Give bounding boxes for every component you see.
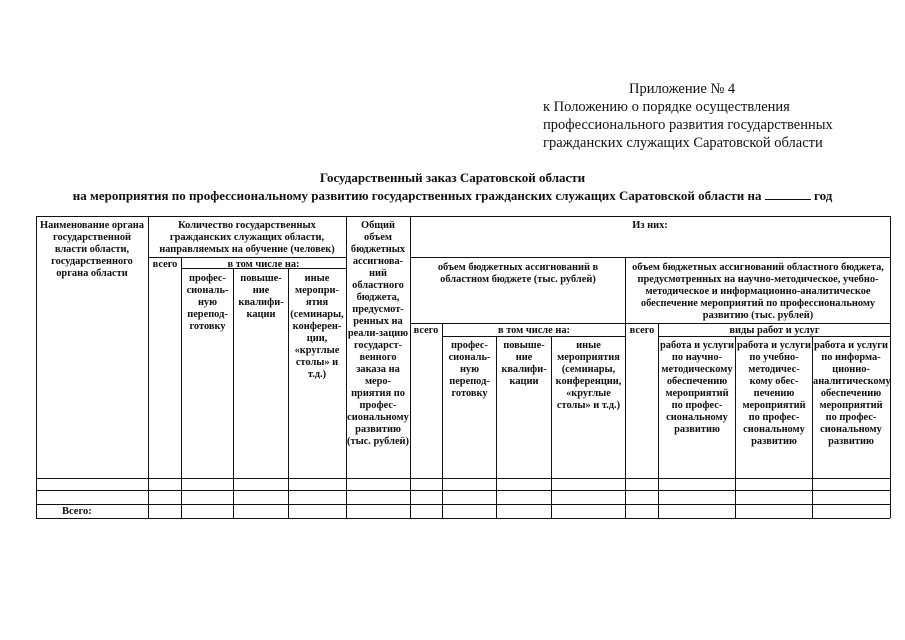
col-total-budget-header: Общий объем бюджетных ассигнова-ний областного бюджета, предусмот-ренных на реали-зацию государст-венного заказа на меро-приятия по профес-сиональному развитию (тыс. рублей) <box>347 220 410 447</box>
budget-prof-header: профес-сиональ-ную перепод-готовку <box>448 340 491 399</box>
support-total-header: всего <box>629 325 655 336</box>
subtitle-text: на мероприятия по профессиональному развитию государственных гражданских служащих Саратовской области на <box>72 188 762 203</box>
appendix-line-3: гражданских служащих Саратовской области <box>543 135 823 151</box>
budget-incl-header: в том числе на: <box>498 325 570 336</box>
support-sci-header: работа и услуги по научно-методическому обеспечению мероприятий по профес-сиональному развитию <box>660 340 734 435</box>
col-org-header: Наименование органа государственной власти области, государственного органа области <box>40 220 144 279</box>
support-kinds-header: виды работ и услуг <box>729 325 820 336</box>
count-incl-header: в том числе на: <box>227 259 300 270</box>
appendix-line-1: к Положению о порядке осуществления <box>543 99 790 115</box>
budget-total-header: всего <box>413 325 439 336</box>
appendix-number: Приложение № 4 <box>629 81 736 97</box>
total-row-label: Всего: <box>62 506 92 517</box>
budget-other-header: иные мероприятия (семинары, конференции, «круглые столы» и т.д.) <box>555 340 622 411</box>
count-prof-header: профес-сиональ-ную перепод-готовку <box>186 273 229 332</box>
count-total-header: всего <box>152 259 178 270</box>
support-edu-header: работа и услуги по учебно-методичес-кому обес-печению мероприятий по профес-сиональному развитию <box>737 340 811 447</box>
subtitle-year-word: год <box>813 188 833 203</box>
count-qual-header: повыше-ние квалифи-кации <box>238 273 284 320</box>
budget-group-header: объем бюджетных ассигнований в областном бюджете (тыс. рублей) <box>437 262 599 285</box>
count-other-header: иные меропри-ятия (семинары, конферен-ции, «круглые столы» и т.д.) <box>290 273 344 380</box>
col-count-group-header: Количество государственных гражданских служащих области, направляемых на обучение (человек) <box>159 220 335 255</box>
document-title: Государственный заказ Саратовской области <box>319 170 586 185</box>
budget-qual-header: повыше-ние квалифи-кации <box>501 340 547 387</box>
support-info-header: работа и услуги по информа-ционно-аналитическому обеспечению мероприятий по профес-сиональному развитию <box>813 340 891 447</box>
of-them-header: Из них: <box>632 220 668 231</box>
appendix-line-2: профессионального развития государственных <box>543 117 833 133</box>
support-group-header: объем бюджетных ассигнований областного бюджета, предусмотренных на научно-методическое, учебно-методическое и информационно-аналитическое обеспечение мероприятий по профессиональному развитию (тыс. рублей) <box>632 262 884 321</box>
